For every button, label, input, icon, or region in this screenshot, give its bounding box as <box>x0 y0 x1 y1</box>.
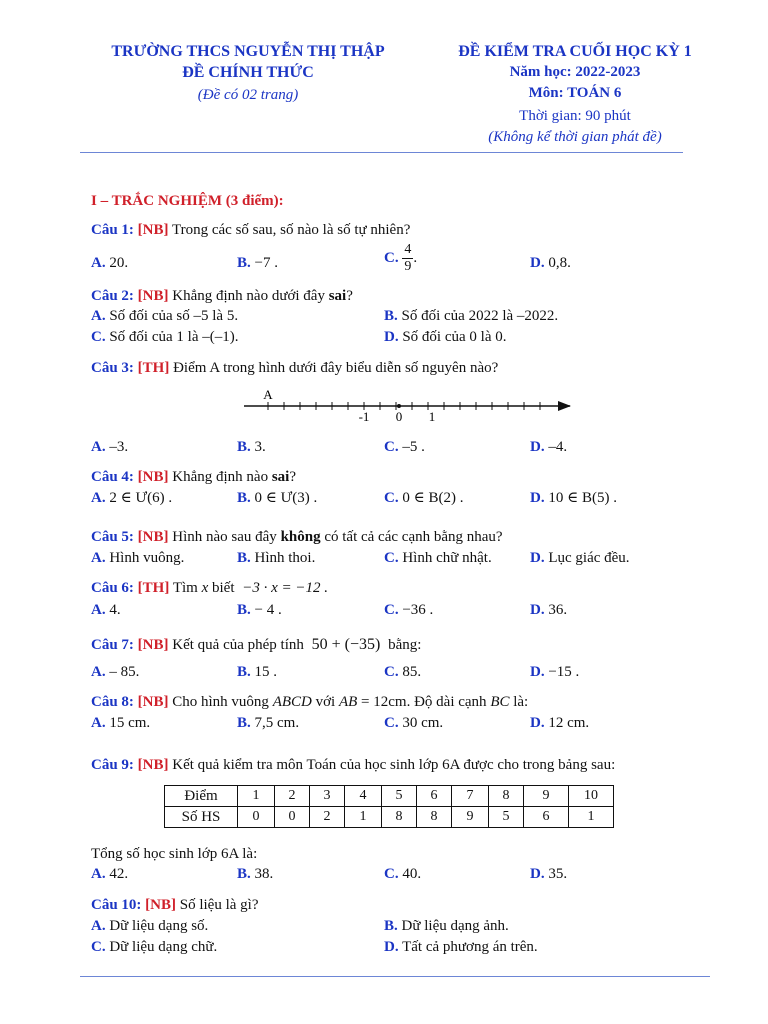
q8-option-c: C. 30 cm. <box>384 715 444 731</box>
origin-dot <box>397 404 401 408</box>
table-cell: 10 <box>569 786 614 807</box>
q9-option-a: A. 42. <box>91 866 129 882</box>
table-cell: 0 <box>238 807 275 828</box>
school-name: TRƯỜNG THCS NGUYỄN THỊ THẬP <box>111 43 385 60</box>
q9-option-d: D. 35. <box>530 866 568 882</box>
q6-option-d: D. 36. <box>530 602 568 618</box>
q8-option-d: D. 12 cm. <box>530 715 590 731</box>
question-6: Câu 6: [TH] Tìm x biết −3 · x = −12 . <box>91 580 329 596</box>
fraction: $\frac{4}{9}$ <box>404 242 412 274</box>
question-2: Câu 2: [NB] Khẳng định nào dưới đây sai? <box>91 288 353 304</box>
q4-option-b: B. 0 ∈ Ư(3) . <box>237 490 318 506</box>
q3-option-a: A. –3. <box>91 439 129 455</box>
q4-option-a: A. 2 ∈ Ư(6) . <box>91 490 173 506</box>
table-cell: 2 <box>310 807 345 828</box>
table-cell: 5 <box>382 786 417 807</box>
subject: Môn: TOÁN 6 <box>528 85 622 101</box>
table-cell: 0 <box>275 807 310 828</box>
score-table <box>164 785 614 828</box>
q1-option-a: A. 20. <box>91 255 129 271</box>
q7-option-d: D. −15 . <box>530 664 580 680</box>
q3-option-d: D. –4. <box>530 439 568 455</box>
table-cell: 1 <box>345 807 382 828</box>
question-level: [NB] <box>137 222 169 238</box>
q10-option-c: C. Dữ liệu dạng chữ. <box>91 939 218 955</box>
question-10: Câu 10: [NB] Số liệu là gì? <box>91 897 259 913</box>
question-3: Câu 3: [TH] Điểm A trong hình dưới đây biểu diễn số nguyên nào? <box>91 360 499 376</box>
question-1 <box>91 221 410 239</box>
table-cell: 9 <box>524 786 569 807</box>
table-row <box>165 807 614 828</box>
q5-option-b: B. Hình thoi. <box>237 550 316 566</box>
q2-option-b: B. Số đối của 2022 là –2022. <box>384 308 559 324</box>
table-cell: 5 <box>489 807 524 828</box>
q7-option-a: A. – 85. <box>91 664 140 680</box>
tick-label: 1 <box>428 409 436 424</box>
table-cell: 9 <box>452 807 489 828</box>
tick-label: -1 <box>358 409 370 424</box>
duration-note: (Không kể thời gian phát đề) <box>488 129 662 145</box>
table-cell: 7 <box>452 786 489 807</box>
footer-divider <box>80 976 710 977</box>
question-label: Câu 1: <box>91 222 134 238</box>
q9-option-c: C. 40. <box>384 866 422 882</box>
table-cell: 8 <box>489 786 524 807</box>
q7-option-c: C. 85. <box>384 664 422 680</box>
q1-option-d: D. 0,8. <box>530 255 571 271</box>
point-a-label: A <box>263 387 273 402</box>
exam-title: ĐỀ KIỂM TRA CUỐI HỌC KỲ 1 <box>458 43 692 60</box>
q4-option-d: D. 10 ∈ B(5) . <box>530 490 617 506</box>
q6-option-b: B. − 4 . <box>237 602 282 618</box>
school-year: Năm học: 2022-2023 <box>509 64 641 80</box>
question-7: Câu 7: [NB] Kết quả của phép tính 50 + (−35) bằng: <box>91 636 422 653</box>
number-line <box>240 384 576 428</box>
question-8: Câu 8: [NB] Cho hình vuông ABCD với AB = 12cm. Độ dài cạnh BC là: <box>91 694 529 710</box>
table-cell: 1 <box>569 807 614 828</box>
table-cell: Điểm <box>165 786 238 807</box>
q5-option-d: D. Lục giác đều. <box>530 550 630 566</box>
question-text: Trong các số sau, số nào là số tự nhiên? <box>171 222 411 238</box>
q8-option-a: A. 15 cm. <box>91 715 151 731</box>
question-4: Câu 4: [NB] Khẳng định nào sai? <box>91 469 297 485</box>
q9-option-b: B. 38. <box>237 866 274 882</box>
q6-option-c: C. −36 . <box>384 602 434 618</box>
q7-option-b: B. 15 . <box>237 664 278 680</box>
official-label: ĐỀ CHÍNH THỨC <box>182 64 314 81</box>
question-9: Câu 9: [NB] Kết quả kiểm tra môn Toán của học sinh lớp 6A được cho trong bảng sau: <box>91 757 616 773</box>
q2-option-c: C. Số đối của 1 là –(–1). <box>91 329 239 345</box>
section-title: I – TRẮC NGHIỆM (3 điểm): <box>91 193 284 209</box>
q3-option-b: B. 3. <box>237 439 266 455</box>
page-count-note: (Đề có 02 trang) <box>197 87 299 103</box>
table-cell: 2 <box>275 786 310 807</box>
q2-option-d: D. Số đối của 0 là 0. <box>384 329 507 345</box>
tick-label: 0 <box>395 409 403 424</box>
table-cell: 8 <box>417 807 452 828</box>
q8-option-b: B. 7,5 cm. <box>237 715 300 731</box>
q1-option-c: C. $\frac{4}{9}$ . <box>384 242 418 274</box>
q6-option-a: A. 4. <box>91 602 121 618</box>
q5-option-a: A. Hình vuông. <box>91 550 185 566</box>
q1-option-b: B. −7 . <box>237 255 278 271</box>
table-cell: 4 <box>345 786 382 807</box>
q10-option-a: A. Dữ liệu dạng số. <box>91 918 209 934</box>
table-cell: 8 <box>382 807 417 828</box>
q2-option-a: A. Số đối của số –5 là 5. <box>91 308 239 324</box>
q4-option-c: C. 0 ∈ B(2) . <box>384 490 464 506</box>
q9-sub-question: Tổng số học sinh lớp 6A là: <box>91 846 258 862</box>
table-cell: 6 <box>417 786 452 807</box>
q5-option-c: C. Hình chữ nhật. <box>384 550 492 566</box>
table-row <box>165 786 614 807</box>
q3-option-c: C. –5 . <box>384 439 425 455</box>
duration: Thời gian: 90 phút <box>519 108 631 124</box>
header-divider <box>80 152 683 153</box>
table-cell: Số HS <box>165 807 238 828</box>
q10-option-b: B. Dữ liệu dạng ảnh. <box>384 918 509 934</box>
arrow-head <box>558 401 571 411</box>
table-cell: 6 <box>524 807 569 828</box>
table-cell: 3 <box>310 786 345 807</box>
table-cell: 1 <box>238 786 275 807</box>
q10-option-d: D. Tất cả phương án trên. <box>384 939 538 955</box>
question-5: Câu 5: [NB] Hình nào sau đây không có tất cả các cạnh bằng nhau? <box>91 529 503 545</box>
